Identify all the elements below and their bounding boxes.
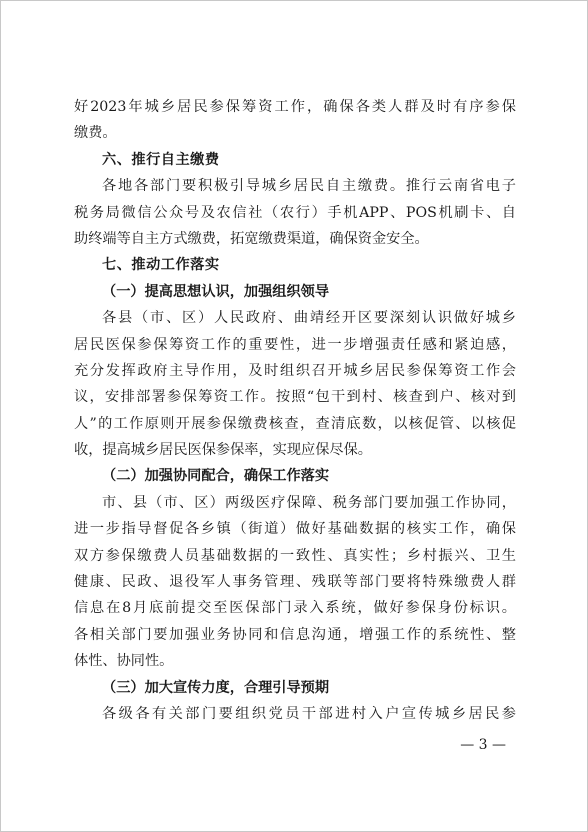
body-line: 各级各有关部门要组织党员干部进村入户宣传城乡居民参	[102, 705, 516, 722]
body-line: 税务局微信公众号及农信社（农行）手机APP、POS机刷卡、自	[74, 204, 516, 221]
body-line: 健康、民政、退役军人事务管理、残联等部门要将特殊缴费人群	[74, 574, 516, 591]
body-line: 充分发挥政府主导作用，及时组织召开城乡居民参保筹资工作会	[74, 362, 516, 379]
subsection-heading: （三）加大宣传力度，合理引导预期	[102, 679, 330, 696]
body-line: 市、县（市、区）两级医疗保障、税务部门要加强工作协同，	[102, 494, 516, 511]
document-body	[74, 94, 516, 727]
body-line: 信息在8月底前提交至医保部门录入系统，做好参保身份标识。	[74, 600, 516, 617]
section-heading: 六、推行自主缴费	[102, 151, 220, 168]
body-line: 居民医保参保筹资工作的重要性，进一步增强责任感和紧迫感，	[74, 336, 516, 353]
body-line: 好2023年城乡居民参保筹资工作，确保各类人群及时有序参保	[74, 99, 516, 115]
body-line: 各县（市、区）人民政府、曲靖经开区要深刻认识做好城乡	[102, 310, 516, 327]
body-line: 收，提高城乡居民医保参保率，实现应保尽保。	[74, 442, 372, 459]
page-number: — 3 —	[460, 737, 506, 753]
body-line: 各地各部门要积极引导城乡居民自主缴费。推行云南省电子	[102, 178, 516, 195]
body-line: 人”的工作原则开展参保缴费核查，查清底数，以核促管、以核促	[74, 415, 516, 432]
section-heading: 七、推动工作落实	[102, 257, 220, 274]
subsection-heading: （一）提高思想认识，加强组织领导	[102, 283, 330, 300]
body-line: 助终端等自主方式缴费，拓宽缴费渠道，确保资金安全。	[74, 230, 429, 247]
body-line: 缴费。	[74, 125, 117, 142]
body-line: 双方参保缴费人员基础数据的一致性、真实性；乡村振兴、卫生	[74, 547, 516, 564]
body-line: 各相关部门要加强业务协同和信息沟通，增强工作的系统性、整	[74, 626, 516, 643]
body-line: 进一步指导督促各乡镇（街道）做好基础数据的核实工作，确保	[74, 521, 516, 538]
body-line: 体性、协同性。	[74, 653, 174, 670]
subsection-heading: （二）加强协同配合，确保工作落实	[102, 468, 330, 485]
body-line: 议，安排部署参保筹资工作。按照“包干到村、核查到户、核对到	[74, 389, 516, 406]
